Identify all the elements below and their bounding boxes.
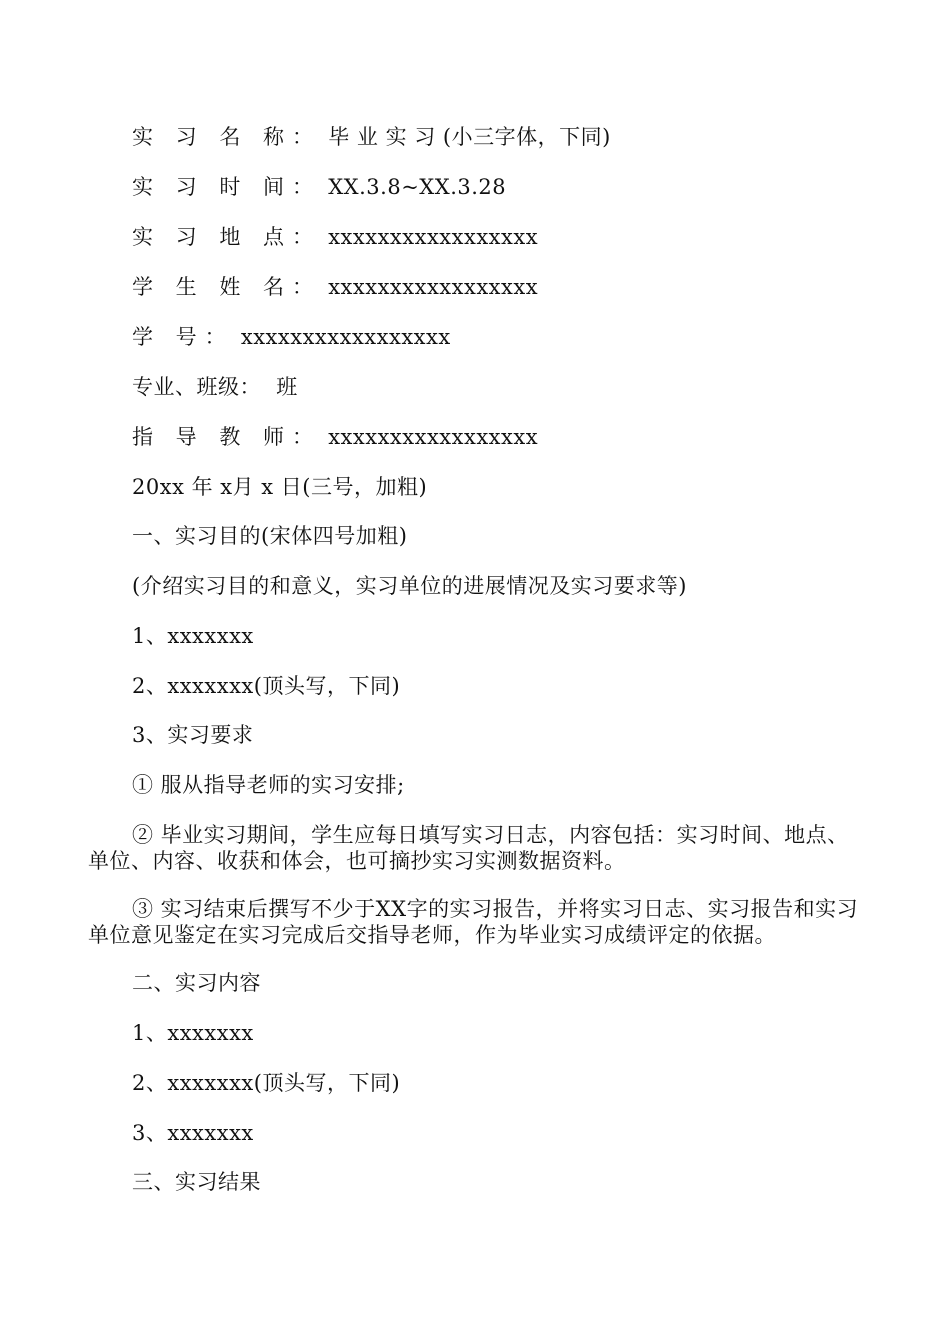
student-id-value: xxxxxxxxxxxxxxxxx <box>240 325 451 349</box>
student-id-line <box>132 324 451 350</box>
requirement-2: ② 毕业实习期间，学生应每日填写实习日志，内容包括：实习时间、地点、单位、内容、收获和体会，也可摘抄实习实测数据资料。 <box>88 823 849 873</box>
major-class-label: 专业、班级： <box>132 375 261 399</box>
major-class-line <box>132 374 298 400</box>
internship-name-line <box>132 124 611 150</box>
requirement-1: ① 服从指导老师的实习安排; <box>132 773 405 797</box>
section-1-item-2: 2、xxxxxxx(顶头写，下同) <box>132 674 401 698</box>
student-name-line <box>132 274 538 300</box>
internship-time-line <box>132 174 506 200</box>
section-2-title: 二、实习内容 <box>132 971 261 995</box>
teacher-value: xxxxxxxxxxxxxxxxx <box>328 425 539 449</box>
student-id-label: 学 号： <box>132 325 234 349</box>
internship-name-value: 毕 业 实 习 (小三字体，下同) <box>328 125 611 149</box>
section-1-item-1: 1、xxxxxxx <box>132 624 254 648</box>
section-1-title: 一、实习目的(宋体四号加粗) <box>132 524 408 548</box>
section-3-title: 三、实习结果 <box>132 1170 261 1194</box>
requirement-3-paragraph <box>88 896 868 948</box>
internship-name-label: 实 习 名 称： <box>132 125 322 149</box>
major-class-value: 班 <box>276 375 298 399</box>
requirement-2-paragraph <box>88 822 868 874</box>
section-2-item-3: 3、xxxxxxx <box>132 1121 254 1145</box>
section-2-item-2: 2、xxxxxxx(顶头写，下同) <box>132 1071 401 1095</box>
requirement-3: ③ 实习结束后撰写不少于XX字的实习报告，并将实习日志、实习报告和实习单位意见鉴定在实习完成后交指导老师，作为毕业实习成绩评定的依据。 <box>88 897 859 947</box>
section-1-intro: (介绍实习目的和意义，实习单位的进展情况及实习要求等) <box>132 574 687 598</box>
internship-place-value: xxxxxxxxxxxxxxxxx <box>328 225 539 249</box>
internship-place-line <box>132 224 538 250</box>
student-name-label: 学 生 姓 名： <box>132 275 322 299</box>
section-1-item-3: 3、实习要求 <box>132 723 254 747</box>
student-name-value: xxxxxxxxxxxxxxxxx <box>328 275 539 299</box>
internship-time-value: XX.3.8~XX.3.28 <box>328 175 507 199</box>
teacher-label: 指 导 教 师： <box>132 425 322 449</box>
report-date: 20xx 年 x月 x 日(三号，加粗) <box>132 475 428 499</box>
internship-time-label: 实 习 时 间： <box>132 175 322 199</box>
section-2-item-1: 1、xxxxxxx <box>132 1021 254 1045</box>
internship-place-label: 实 习 地 点： <box>132 225 322 249</box>
teacher-line <box>132 424 538 450</box>
